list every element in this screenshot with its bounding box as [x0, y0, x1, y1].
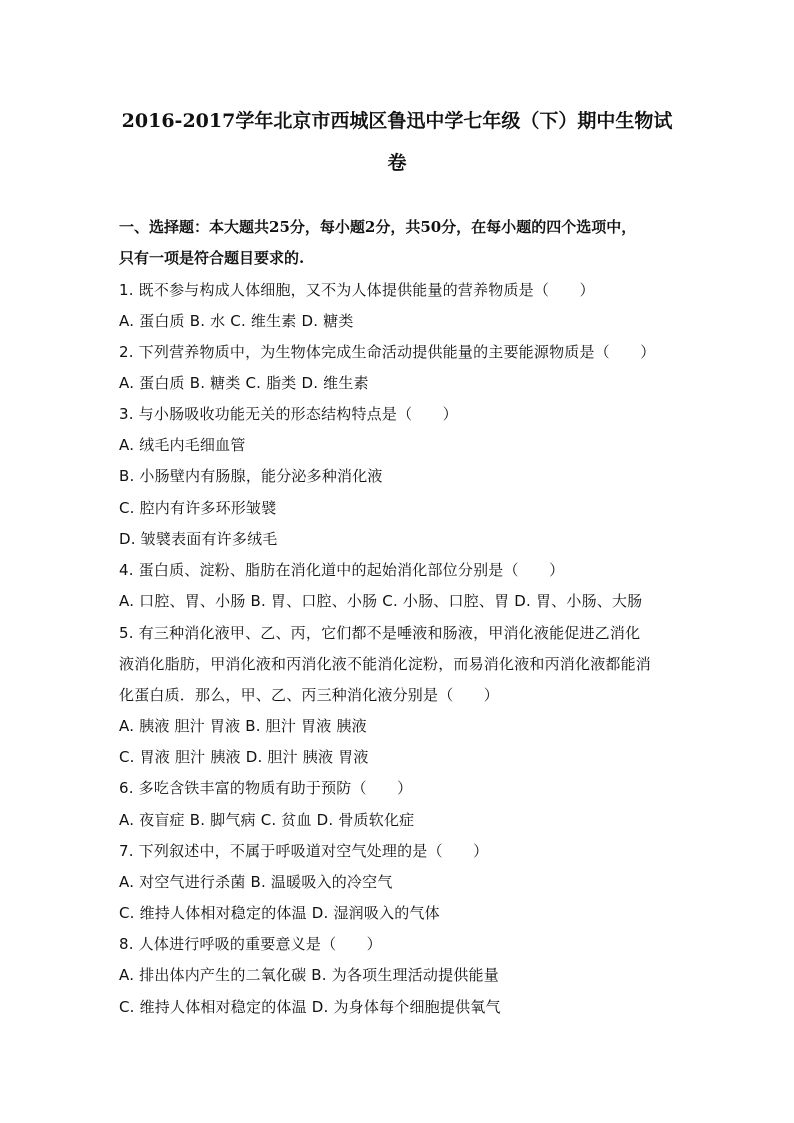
question-6: 6. 多吃含铁丰富的物质有助于预防（ ）	[119, 779, 413, 797]
exam-title-line-2: 卷	[387, 152, 407, 174]
section-heading-line-1: 一、选择题：本大题共25分，每小题2分，共50分，在每小题的四个选项中，	[119, 218, 637, 236]
section-heading-line-2: 只有一项是符合题目要求的.	[119, 249, 305, 267]
question-8-options-ab: A. 排出体内产生的二氧化碳 B. 为各项生理活动提供能量	[119, 966, 499, 984]
question-8: 8. 人体进行呼吸的重要意义是（ ）	[119, 935, 382, 953]
question-1-options: A. 蛋白质 B. 水 C. 维生素 D. 糖类	[119, 312, 354, 330]
exam-title-line-1: 2016-2017学年北京市西城区鲁迅中学七年级（下）期中生物试	[121, 110, 673, 132]
question-7-options-cd: C. 维持人体相对稳定的体温 D. 湿润吸入的气体	[119, 904, 440, 922]
question-3-option-d: D. 皱襞表面有许多绒毛	[119, 530, 278, 548]
question-4-options: A. 口腔、胃、小肠 B. 胃、口腔、小肠 C. 小肠、口腔、胃 D. 胃、小肠、大肠	[119, 592, 643, 610]
question-7-options-ab: A. 对空气进行杀菌 B. 温暖吸入的冷空气	[119, 873, 393, 891]
question-5-line-2: 液消化脂肪，甲消化液和丙消化液不能消化淀粉，而易消化液和丙消化液都能消	[119, 655, 652, 673]
question-5-line-1: 5. 有三种消化液甲、乙、丙，它们都不是唾液和肠液，甲消化液能促进乙消化	[119, 624, 641, 642]
question-7: 7. 下列叙述中，不属于呼吸道对空气处理的是（ ）	[119, 842, 489, 860]
question-5-options-ab: A. 胰液 胆汁 胃液 B. 胆汁 胃液 胰液	[119, 717, 367, 735]
question-1: 1. 既不参与构成人体细胞，又不为人体提供能量的营养物质是（ ）	[119, 281, 595, 299]
question-4: 4. 蛋白质、淀粉、脂肪在消化道中的起始消化部位分别是（ ）	[119, 561, 565, 579]
question-5-line-3: 化蛋白质．那么，甲、乙、丙三种消化液分别是（ ）	[119, 686, 500, 704]
question-6-options: A. 夜盲症 B. 脚气病 C. 贫血 D. 骨质软化症	[119, 811, 415, 829]
question-3-option-b: B. 小肠壁内有肠腺，能分泌多种消化液	[119, 467, 383, 485]
question-3: 3. 与小肠吸收功能无关的形态结构特点是（ ）	[119, 405, 458, 423]
question-3-option-a: A. 绒毛内毛细血管	[119, 436, 246, 454]
question-2: 2. 下列营养物质中，为生物体完成生命活动提供能量的主要能源物质是（ ）	[119, 343, 656, 361]
question-8-options-cd: C. 维持人体相对稳定的体温 D. 为身体每个细胞提供氧气	[119, 998, 501, 1016]
question-5-options-cd: C. 胃液 胆汁 胰液 D. 胆汁 胰液 胃液	[119, 748, 369, 766]
question-3-option-c: C. 腔内有许多环形皱襞	[119, 499, 277, 517]
question-2-options: A. 蛋白质 B. 糖类 C. 脂类 D. 维生素	[119, 374, 369, 392]
